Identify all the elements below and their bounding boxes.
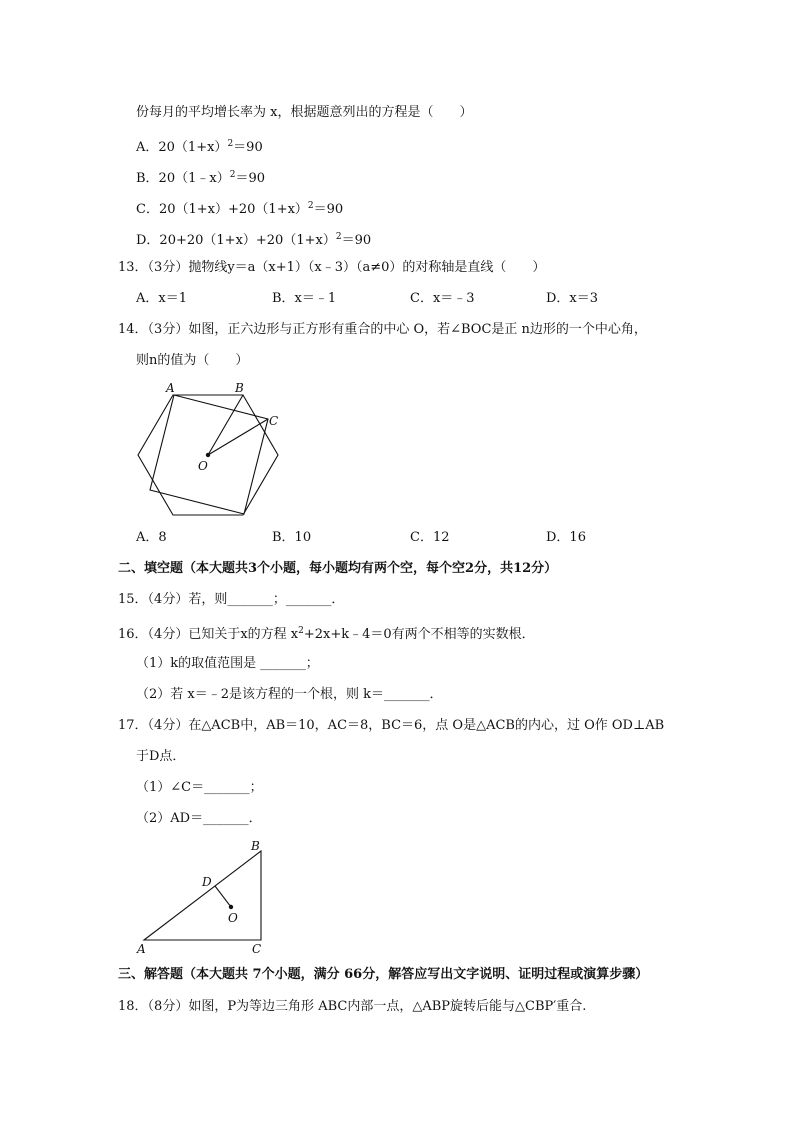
q14-option-b: B．10	[272, 530, 312, 545]
q14-figure	[130, 378, 290, 523]
segment-od	[215, 886, 231, 907]
q13-stem: 13．（3分）抛物线y＝a（x+1）（x﹣3）（a≠0）的对称轴是直线（ ）	[118, 260, 546, 275]
q12-option-c: C．$20(1+x)+20(1+x)^2=90$	[136, 201, 344, 217]
q17-stem-line2: 于D点．	[136, 749, 186, 764]
label-c: C	[252, 942, 262, 956]
q13-option-d: D．x＝3	[546, 291, 599, 306]
q12-option-b: B．20（1﹣x）$^2$＝90	[136, 170, 265, 186]
q14-option-a: A．8	[136, 530, 167, 545]
label-a: A	[166, 381, 175, 395]
q17-figure	[135, 836, 275, 958]
segment-ob	[208, 395, 243, 455]
label-c: C	[269, 414, 279, 428]
q15-stem: 15．（4分）若，则_______；_______．	[118, 592, 345, 607]
section-3-heading: 三、解答题（本大题共 7个小题，满分 66分，解答应写出文字说明、证明过程或演算步骤）	[118, 967, 649, 982]
q16-part1: （1）k的取值范围是 _______；	[136, 656, 319, 671]
incenter-point-o	[229, 905, 233, 909]
q13-option-b: B．x＝﹣1	[272, 291, 337, 306]
q13-option-c: C．x＝﹣3	[410, 291, 475, 306]
label-a: A	[137, 942, 146, 956]
label-d: D	[202, 875, 212, 889]
q12-stem: 份每月的平均增长率为 x，根据题意列出的方程是（ ）	[136, 105, 473, 120]
segment-oc	[208, 419, 268, 455]
q12-option-d: D．$20+20(1+x)+20(1+x)^2=90$	[136, 232, 372, 248]
triangle-acb	[144, 851, 261, 940]
q16-stem: 16．（4分）已知关于x的方程 $x^2+2x+k﹣4=0$有两个不相等的实数根．	[118, 626, 535, 642]
center-point-o	[206, 453, 210, 457]
q17-stem-line1: 17．（4分）在△ACB中，AB＝10，AC＝8，BC＝6，点 O是△ACB的内心，过 O作 OD⊥AB	[118, 718, 665, 733]
q13-option-a: A．x＝1	[136, 291, 187, 306]
q14-option-d: D．16	[546, 530, 586, 545]
section-2-heading: 二、填空题（本大题共3个小题，每小题均有两个空，每个空2分，共12分）	[118, 561, 558, 576]
q17-part2: （2）AD＝_______．	[136, 811, 262, 826]
label-b: B	[235, 381, 244, 395]
q18-stem: 18．（8分）如图，P为等边三角形 ABC内部一点，△ABP旋转后能与△CBP′重合.	[118, 999, 587, 1014]
label-b: B	[251, 839, 260, 853]
label-o: O	[228, 911, 238, 925]
q17-part1: （1）∠C＝_______；	[136, 780, 263, 795]
q12-option-a: A．$20(1+x)^2=90$	[136, 139, 263, 155]
label-o: O	[198, 459, 208, 473]
q16-part2: （2）若 x＝﹣2是该方程的一个根，则 k＝_______．	[136, 687, 443, 702]
q14-stem-line2: 则n的值为（ ）	[136, 353, 249, 368]
q14-option-c: C．12	[410, 530, 450, 545]
q14-stem-line1: 14．（3分）如图，正六边形与正方形有重合的中心 O，若∠BOC是正 n边形的一个中心角，	[118, 322, 647, 337]
